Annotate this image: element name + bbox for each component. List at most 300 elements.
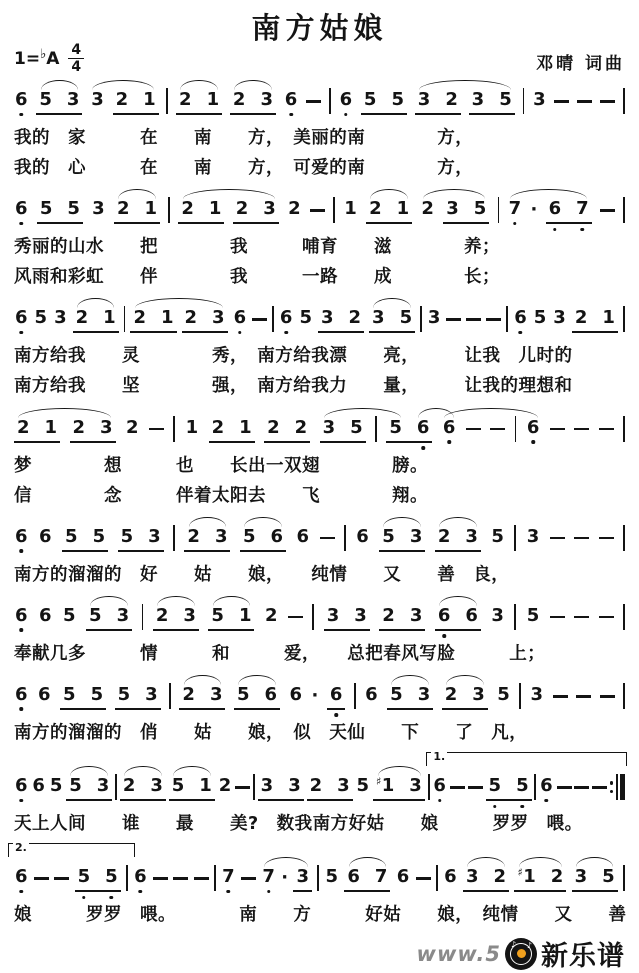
note: 6	[339, 91, 354, 109]
note: 3	[409, 775, 422, 797]
note: 1	[144, 198, 158, 220]
note: 2	[179, 89, 192, 110]
duration-dash	[54, 877, 69, 880]
note: 5	[391, 89, 404, 110]
note: 3	[66, 89, 80, 110]
note: 2	[267, 416, 280, 438]
repeat-dots	[610, 781, 613, 792]
beam-group	[572, 309, 618, 333]
note: 5	[350, 416, 363, 438]
duration-dash	[450, 786, 465, 789]
barline	[515, 416, 517, 442]
note: 6	[14, 686, 29, 704]
note: 2	[550, 866, 564, 888]
note: 3	[209, 683, 223, 705]
note: 3	[526, 525, 540, 547]
note: 1	[602, 307, 615, 329]
note: 6	[296, 525, 310, 547]
note: 3	[409, 604, 423, 626]
note: 1	[238, 604, 252, 626]
note: 6	[416, 419, 431, 437]
note: 5	[65, 525, 78, 547]
lyrics-line: 娘 罗罗 喂。 南 方 好姑 娘， 纯情 又 善	[14, 905, 627, 926]
note: 6	[133, 868, 148, 886]
beam-group	[293, 868, 312, 892]
note: 1	[344, 198, 357, 220]
lyrics-line: 信 念 伴着太阳去 飞 翔。	[14, 485, 428, 506]
duration-dash	[599, 428, 614, 431]
barline	[623, 306, 625, 332]
beam-group	[344, 868, 390, 892]
note: 5	[63, 604, 76, 626]
sharp-sign: ♯	[517, 866, 523, 880]
note: 6	[233, 309, 248, 327]
duration-dash	[574, 786, 589, 789]
note: 3	[326, 604, 340, 626]
barline	[312, 604, 314, 630]
beam-group	[208, 604, 254, 631]
note: 3	[465, 525, 478, 547]
note: 2	[437, 525, 451, 547]
duration-dash	[468, 786, 483, 789]
augmentation-dot: ·	[311, 684, 319, 706]
note: 6	[39, 604, 52, 626]
barline	[523, 88, 525, 114]
notes-row	[12, 404, 627, 451]
end-repeat-barline	[610, 774, 625, 800]
beam-group	[66, 777, 112, 801]
note: 6	[14, 528, 29, 546]
barline	[124, 306, 126, 332]
low-octave-dot	[519, 331, 523, 335]
beam-group	[320, 416, 366, 443]
note: 6	[270, 525, 284, 547]
note: 3	[54, 307, 67, 329]
beam-group	[366, 200, 412, 224]
low-octave-dot	[267, 890, 271, 894]
note: 6	[513, 309, 528, 327]
barline	[623, 604, 625, 630]
note: 6	[329, 686, 344, 704]
duration-dash	[34, 877, 49, 880]
beam-group	[373, 777, 425, 801]
note: 5	[499, 89, 512, 110]
note: 2	[116, 198, 130, 220]
note: 3	[91, 89, 104, 110]
barline	[253, 774, 255, 800]
barline	[329, 88, 331, 114]
note: 5	[488, 777, 503, 795]
barline	[514, 525, 516, 551]
note: 3	[148, 525, 161, 547]
note: 1	[44, 416, 58, 438]
low-octave-dot	[421, 446, 425, 450]
note: 3	[183, 604, 196, 626]
duration-dash	[466, 318, 481, 321]
duration-dash	[288, 616, 303, 619]
note: 5	[39, 198, 53, 220]
beam-group	[387, 683, 433, 710]
note: 5	[363, 89, 377, 110]
beam-group	[514, 868, 566, 892]
key-text: 1=♭A	[14, 46, 60, 69]
low-octave-dot	[20, 113, 24, 117]
vinyl-record-icon	[505, 938, 537, 970]
meta-row	[12, 43, 627, 74]
note: 3	[263, 198, 276, 220]
note: 5	[90, 683, 104, 705]
low-octave-dot	[284, 331, 288, 335]
note: 6	[347, 866, 360, 888]
duration-dash	[550, 428, 565, 431]
low-octave-dot	[20, 222, 24, 226]
beam-group	[379, 604, 425, 631]
note: 5	[533, 307, 547, 329]
note: 2	[574, 307, 588, 329]
note: 3	[417, 89, 431, 110]
duration-dash	[310, 209, 325, 212]
barline	[173, 416, 175, 442]
duration-dash	[599, 616, 614, 619]
note: 3	[337, 775, 350, 797]
duration-dash	[553, 695, 568, 698]
lyrics-line: 南方给我 灵 秀， 南方给我漂 亮， 让我 儿时的	[14, 346, 573, 367]
barline	[498, 197, 500, 223]
note: 5	[34, 307, 48, 329]
music-system	[12, 294, 627, 401]
note: ♯1	[375, 775, 395, 797]
beam-group	[182, 309, 228, 333]
note: 3	[417, 683, 431, 705]
duration-dash	[486, 318, 501, 321]
note: 3	[96, 775, 110, 797]
beam-group	[469, 91, 515, 115]
note: 1	[103, 307, 116, 329]
beam-group	[169, 777, 215, 801]
note: 5	[117, 683, 131, 705]
note: 6	[14, 200, 29, 218]
note: 3	[320, 307, 334, 329]
note: 2	[17, 416, 30, 438]
note: 2	[444, 683, 458, 705]
duration-dash	[194, 877, 209, 880]
note: 3	[372, 307, 385, 329]
barline	[115, 774, 117, 800]
low-octave-dot	[20, 707, 24, 711]
slur-arc	[373, 298, 411, 308]
beam-group	[324, 604, 370, 631]
barline	[317, 865, 319, 891]
note: 1	[143, 89, 156, 110]
note: 6	[284, 91, 299, 109]
beam-group	[258, 777, 304, 801]
duration-dash	[241, 877, 256, 880]
duration-dash	[550, 616, 565, 619]
low-octave-dot	[442, 634, 446, 638]
low-octave-dot	[238, 331, 242, 335]
beam-group	[73, 309, 119, 333]
score	[12, 76, 627, 930]
low-octave-dot	[334, 713, 338, 717]
note: 5	[382, 525, 395, 547]
note: 5	[171, 775, 185, 797]
duration-dash	[600, 695, 615, 698]
note: 3	[288, 775, 301, 797]
beam-group	[184, 525, 230, 552]
lyrics-line: 我的 家 在 南 方， 美丽的南 方，	[14, 128, 474, 148]
low-octave-dot	[438, 799, 442, 803]
barline	[623, 865, 625, 891]
low-octave-dot	[20, 799, 24, 803]
lyrics-line: 南方给我 坚 强， 南方给我力 量， 让我的理想和	[14, 376, 573, 397]
beam-group	[230, 91, 276, 115]
note: 5	[89, 604, 102, 626]
note: 6	[432, 777, 447, 795]
beam-group	[113, 91, 159, 115]
beam-group	[62, 525, 108, 552]
barline	[272, 306, 274, 332]
beam-group	[115, 683, 161, 710]
barline	[126, 865, 128, 891]
note: 3	[574, 866, 588, 888]
note: 3	[214, 525, 228, 547]
note: 1	[239, 416, 252, 438]
note: 6	[39, 525, 52, 547]
note: 5	[104, 868, 119, 886]
note: 7	[575, 200, 590, 218]
beam-group	[264, 416, 310, 443]
duration-dash	[574, 428, 589, 431]
duration-dash	[576, 695, 591, 698]
note: 3	[553, 307, 566, 329]
barline	[623, 525, 625, 551]
note: 6	[548, 200, 563, 218]
low-octave-dot	[82, 896, 86, 900]
note: 5	[242, 525, 256, 547]
beam-group	[386, 416, 432, 443]
lyrics-line: 秀丽的山水 把 我 哺育 滋 养；	[14, 237, 500, 258]
barline	[420, 306, 422, 332]
note: 6	[437, 607, 452, 625]
note: 2	[75, 307, 89, 329]
beam-group	[327, 683, 346, 710]
note: 2	[264, 604, 278, 626]
low-octave-dot	[20, 890, 24, 894]
note: 2	[126, 416, 139, 438]
duration-dash	[600, 100, 615, 103]
volta-label: 1.	[433, 750, 446, 764]
note: 7	[508, 200, 523, 218]
note: 5	[399, 307, 413, 329]
note: 5	[92, 525, 106, 547]
note: 2	[382, 604, 395, 626]
note: 2	[187, 525, 200, 547]
low-octave-dot	[553, 228, 557, 232]
music-system	[12, 76, 627, 183]
beam-group	[37, 200, 83, 224]
barline	[436, 865, 438, 891]
music-system	[12, 671, 627, 748]
low-octave-dot	[493, 805, 497, 809]
note: 3	[446, 198, 459, 220]
note: 2	[133, 307, 146, 329]
note: 6	[14, 607, 29, 625]
note: 5	[39, 89, 52, 110]
beam-group	[361, 91, 407, 115]
note: 3	[145, 683, 158, 705]
note: 5	[491, 525, 504, 547]
duration-dash	[554, 100, 569, 103]
barline	[623, 197, 625, 223]
note: 2	[72, 416, 86, 438]
note: 1	[160, 307, 174, 329]
note: 3	[427, 307, 441, 329]
lyrics-line: 奉献几多 情 和 爱， 总把春风写脸 上；	[14, 643, 546, 664]
note: 1	[206, 89, 220, 110]
beam-group	[463, 868, 509, 892]
low-octave-dot	[531, 440, 535, 444]
note: 6	[38, 683, 51, 705]
barline	[169, 683, 171, 709]
note: 6	[14, 91, 29, 109]
note: 6	[14, 777, 29, 795]
barline	[534, 774, 536, 800]
note: 5	[602, 866, 615, 888]
notes-row	[12, 671, 627, 718]
duration-dash	[446, 318, 461, 321]
barline	[214, 865, 216, 891]
note: 2	[122, 775, 136, 797]
augmentation-dot: ·	[281, 867, 289, 889]
note: 3	[491, 604, 504, 626]
beam-group	[442, 683, 488, 710]
beam-group	[130, 309, 176, 333]
beam-group	[572, 868, 618, 892]
note: 2	[115, 89, 129, 110]
note: 7	[374, 866, 388, 888]
music-note-icon: ♪	[526, 940, 532, 950]
beam-group	[435, 604, 481, 631]
note: 5	[473, 198, 487, 220]
note: 5	[211, 604, 224, 626]
note: 6	[356, 525, 369, 547]
note: 6	[442, 419, 457, 437]
duration-dash	[600, 209, 615, 212]
time-signature: 4 4	[68, 43, 84, 74]
note: 5	[120, 525, 134, 547]
note: 2	[155, 604, 169, 626]
note: 6	[365, 683, 378, 705]
beam-group	[318, 309, 364, 333]
low-octave-dot	[110, 896, 114, 900]
note: 5	[497, 683, 510, 705]
note: 3	[354, 604, 367, 626]
low-octave-dot	[581, 228, 585, 232]
note: ♯1	[517, 866, 536, 888]
beam-group	[307, 777, 353, 801]
lyrics-line: 天上人间 谁 最 美? 数我南方好姑 娘 罗罗 喂。	[14, 814, 583, 835]
note: 3	[530, 683, 544, 705]
low-octave-dot	[20, 549, 24, 553]
note: 2	[445, 89, 458, 110]
low-octave-dot	[289, 113, 293, 117]
beam-group	[118, 525, 164, 552]
barline	[514, 604, 516, 630]
note: 6	[14, 309, 29, 327]
note: 1	[185, 416, 199, 438]
volta-bracket	[426, 752, 627, 766]
note: 2	[288, 198, 301, 220]
beam-group	[153, 604, 199, 631]
note: 2	[211, 416, 225, 438]
beam-group	[379, 525, 425, 552]
note: 3	[150, 775, 163, 797]
note: 5	[299, 307, 312, 329]
beam-group	[435, 525, 481, 552]
note: 6	[444, 866, 457, 888]
barline	[354, 683, 356, 709]
lyrics-line: 南方的溜溜的 俏 姑 娘， 似 天仙 下 了 凡，	[14, 722, 528, 743]
beam-group	[120, 777, 166, 801]
note: 5	[325, 866, 338, 888]
note: 3	[465, 866, 479, 888]
beam-group	[14, 416, 60, 443]
beam-group	[415, 91, 461, 115]
lyrics-line: 我的 心 在 南 方， 可爱的南 方，	[14, 158, 474, 179]
barline	[519, 683, 521, 709]
volta-label: 2.	[15, 841, 27, 855]
note: 3	[409, 525, 423, 547]
note: 6	[264, 683, 278, 705]
note: 2	[182, 683, 195, 705]
low-octave-dot	[447, 440, 451, 444]
note: 5	[77, 868, 92, 886]
note: 2	[218, 775, 232, 797]
beam-group	[369, 309, 415, 333]
music-system	[12, 404, 627, 511]
beam-group	[546, 200, 592, 224]
sharp-sign: ♯	[375, 775, 382, 789]
note: 6	[396, 866, 410, 888]
note: 2	[348, 307, 362, 329]
note: 6	[539, 777, 554, 795]
note: 7	[221, 868, 236, 886]
barline	[168, 197, 170, 223]
note: 5	[390, 683, 403, 705]
barline	[623, 416, 625, 442]
beam-group	[176, 91, 222, 115]
duration-dash	[306, 100, 321, 103]
note: 2	[235, 198, 249, 220]
duration-dash	[416, 877, 431, 880]
notes-row	[12, 513, 627, 560]
beam-group	[60, 683, 106, 710]
augmentation-dot: ·	[530, 199, 538, 221]
note: 6	[14, 868, 29, 886]
footer	[12, 932, 627, 973]
duration-dash	[574, 537, 589, 540]
note: 1	[208, 198, 222, 220]
barline	[623, 683, 625, 709]
beam-group	[240, 525, 286, 552]
duration-dash	[466, 428, 481, 431]
beam-group	[70, 416, 116, 443]
note: 3	[100, 416, 113, 438]
beam-group	[486, 777, 532, 801]
lyrics-line: 梦 想 也 长出一双翅 膀。	[14, 455, 428, 476]
barline	[623, 88, 625, 114]
music-system	[12, 185, 627, 292]
